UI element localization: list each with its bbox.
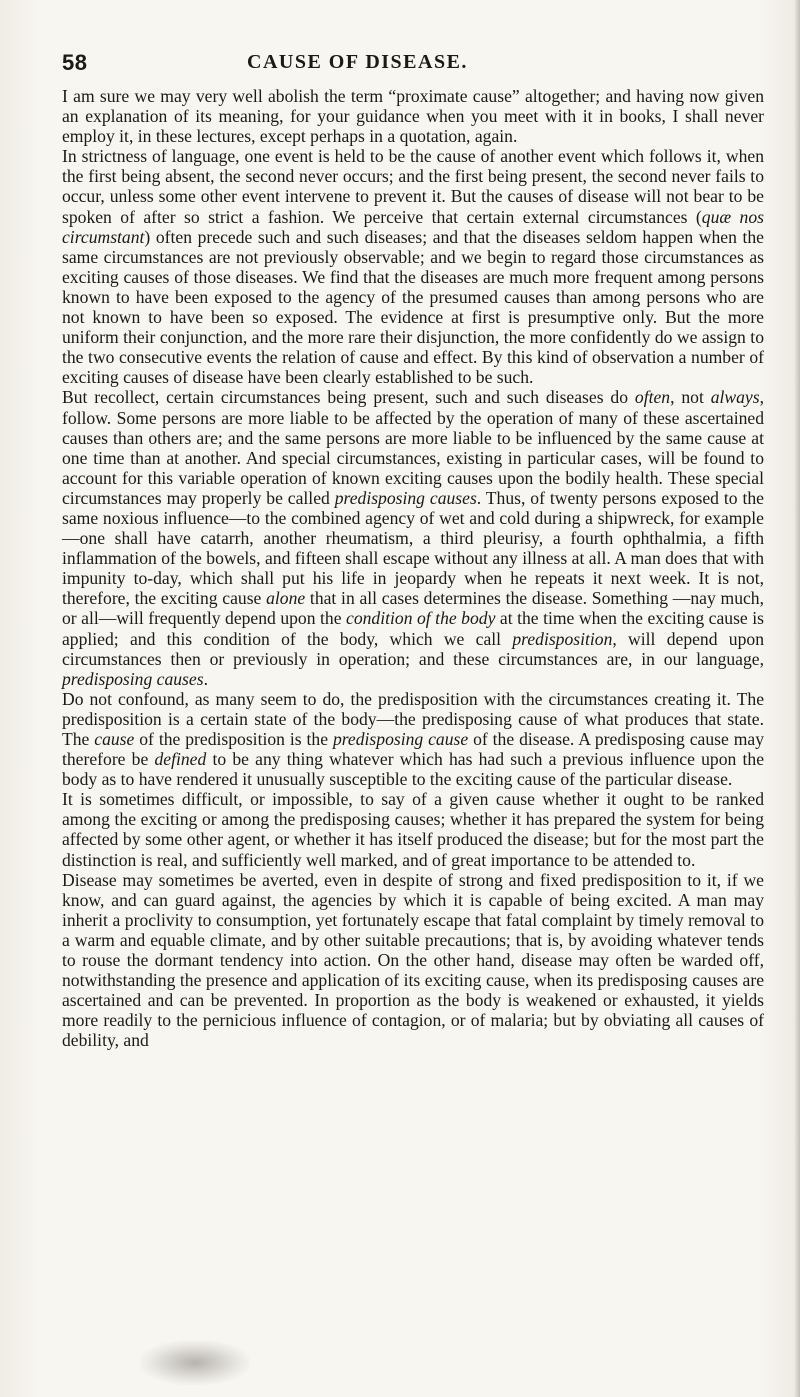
italic-text: predisposing causes [334, 487, 477, 508]
text-run: , not [670, 387, 711, 408]
page-stain [140, 1340, 250, 1385]
italic-text: alone [266, 588, 306, 609]
body-text [62, 86, 764, 1051]
italic-text: predisposing cause [332, 729, 469, 749]
text-run: of the disease. A predisposing cause may therefore be [62, 729, 764, 770]
text-run: . Thus, of twenty persons exposed to the same noxious influence—to the combined agency of wet and cold during a shipwreck, for example—one shall have catarrh, another rheumatism, a third pleurisy, a fourth ophthalmia, a fifth inflammation of the bowels, and fifteen shall escape without any illness at all. A man does that with impunity to-day, which shall put his life in jeopardy when he repeats it next week. It is not, therefore, the exciting cause [62, 487, 764, 609]
paragraph [62, 689, 764, 789]
italic-text: defined [154, 749, 207, 770]
paragraph [62, 789, 764, 869]
paragraph [62, 86, 764, 146]
text-run: , will depend upon circumstances then or previously in operation; and these circumstances are, in our language, [62, 628, 764, 669]
text-run: It is sometimes difficult, or impossible, to say of a given cause whether it ought to be ranked among the exciting or among the predisposing causes; whether it has prepared the system for being affected by some other agent, or whether it has itself produced the disease; but for the most part the distinction is real, and sufficiently well marked, and of great importance to be attended to. [62, 789, 764, 870]
italic-text: predisposing causes [62, 668, 204, 689]
text-run: Do not confound, as many seem to do, the predisposition with the circumstances creating it. The predisposition is a certain state of the body—the predisposing cause of what produces that state. The [62, 688, 764, 749]
italic-text: cause [94, 729, 135, 749]
text-run: In strictness of language, one event is held to be the cause of another event which follows it, when the first being absent, the second never occurs; and the first being present, the second never fails to occur, unless some other event intervene to prevent it. But the causes of disease will not bear to be spoken of after so strict a fashion. We perceive that certain external circumstances ( [62, 146, 764, 227]
italic-text: condition of the body [346, 608, 496, 629]
text-run: , follow. Some persons are more liable to be affected by the operation of many of these ascertained causes than others are; and the same persons are more liable to be influenced by the same cause at one time than at another. And special circumstances, existing in particular cases, will be found to account for this variable operation of known exciting causes upon the bodily health. These special circumstances may properly be called [62, 387, 764, 508]
text-run: ) often precede such and such diseases; and that the diseases seldom happen when the same circumstances are not previously observable; and we begin to regard those circumstances as exciting causes of those diseases. We find that the diseases are much more frequent among persons known to have been exposed to the agency of the presumed causes than among persons who are not known to have been so exposed. The evidence at first is presumptive only. But the more uniform their conjunction, and the more rare their disjunction, the more confidently do we assign to the two consecutive events the relation of cause and effect. By this kind of observation a number of exciting causes of disease have been clearly established to be such. [62, 226, 764, 388]
text-run: to be any thing whatever which has had such a previous influence upon the body as to have rendered it unusually susceptible to the exciting cause of the particular disease. [62, 749, 764, 790]
text-run: . [203, 668, 208, 689]
text-run: But recollect, certain circumstances being present, such and such diseases do [62, 387, 635, 408]
italic-text: always [710, 387, 760, 408]
text-run: at the time when the exciting cause is applied; and this condition of the body, which we call [62, 608, 764, 649]
page-edge-shadow [794, 0, 800, 1397]
paragraph [62, 146, 764, 387]
italic-text: predisposition [512, 628, 613, 649]
italic-text: quæ nos circumstant [62, 206, 764, 247]
page-header [62, 50, 762, 78]
text-run: of the predisposition is the [134, 729, 333, 749]
paragraph [62, 870, 764, 1051]
paragraph [62, 387, 764, 688]
text-run: Disease may sometimes be averted, even in despite of strong and fixed predisposition to it, if we know, and can guard against, the agencies by which it is capable of being excited. A man may inherit a proclivity to consumption, yet fortunately escape that fatal complaint by timely removal to a warm and equable climate, and by other suitable precautions; that is, by avoiding whatever tends to rouse the dormant tendency into action. On the other hand, disease may often be warded off, notwithstanding the presence and application of its exciting cause, when its predisposing causes are ascertained and can be prevented. In proportion as the body is weakened or exhausted, it yields more readily to the pernicious influence of contagion, or of malaria; but by obviating all causes of debility, and [62, 869, 764, 1051]
text-run: that in all cases determines the disease. Something —nay much, or all—will frequently depend upon the [62, 588, 764, 629]
text-run: I am sure we may very well abolish the term “proximate cause” altogether; and having now given an explanation of its meaning, for your guidance when you meet with it in books, I shall never employ it, in these lectures, except perhaps in a quotation, again. [62, 86, 764, 147]
page-number: 58 [62, 50, 88, 75]
italic-text: often [634, 387, 671, 408]
running-head: CAUSE OF DISEASE. [247, 51, 468, 73]
